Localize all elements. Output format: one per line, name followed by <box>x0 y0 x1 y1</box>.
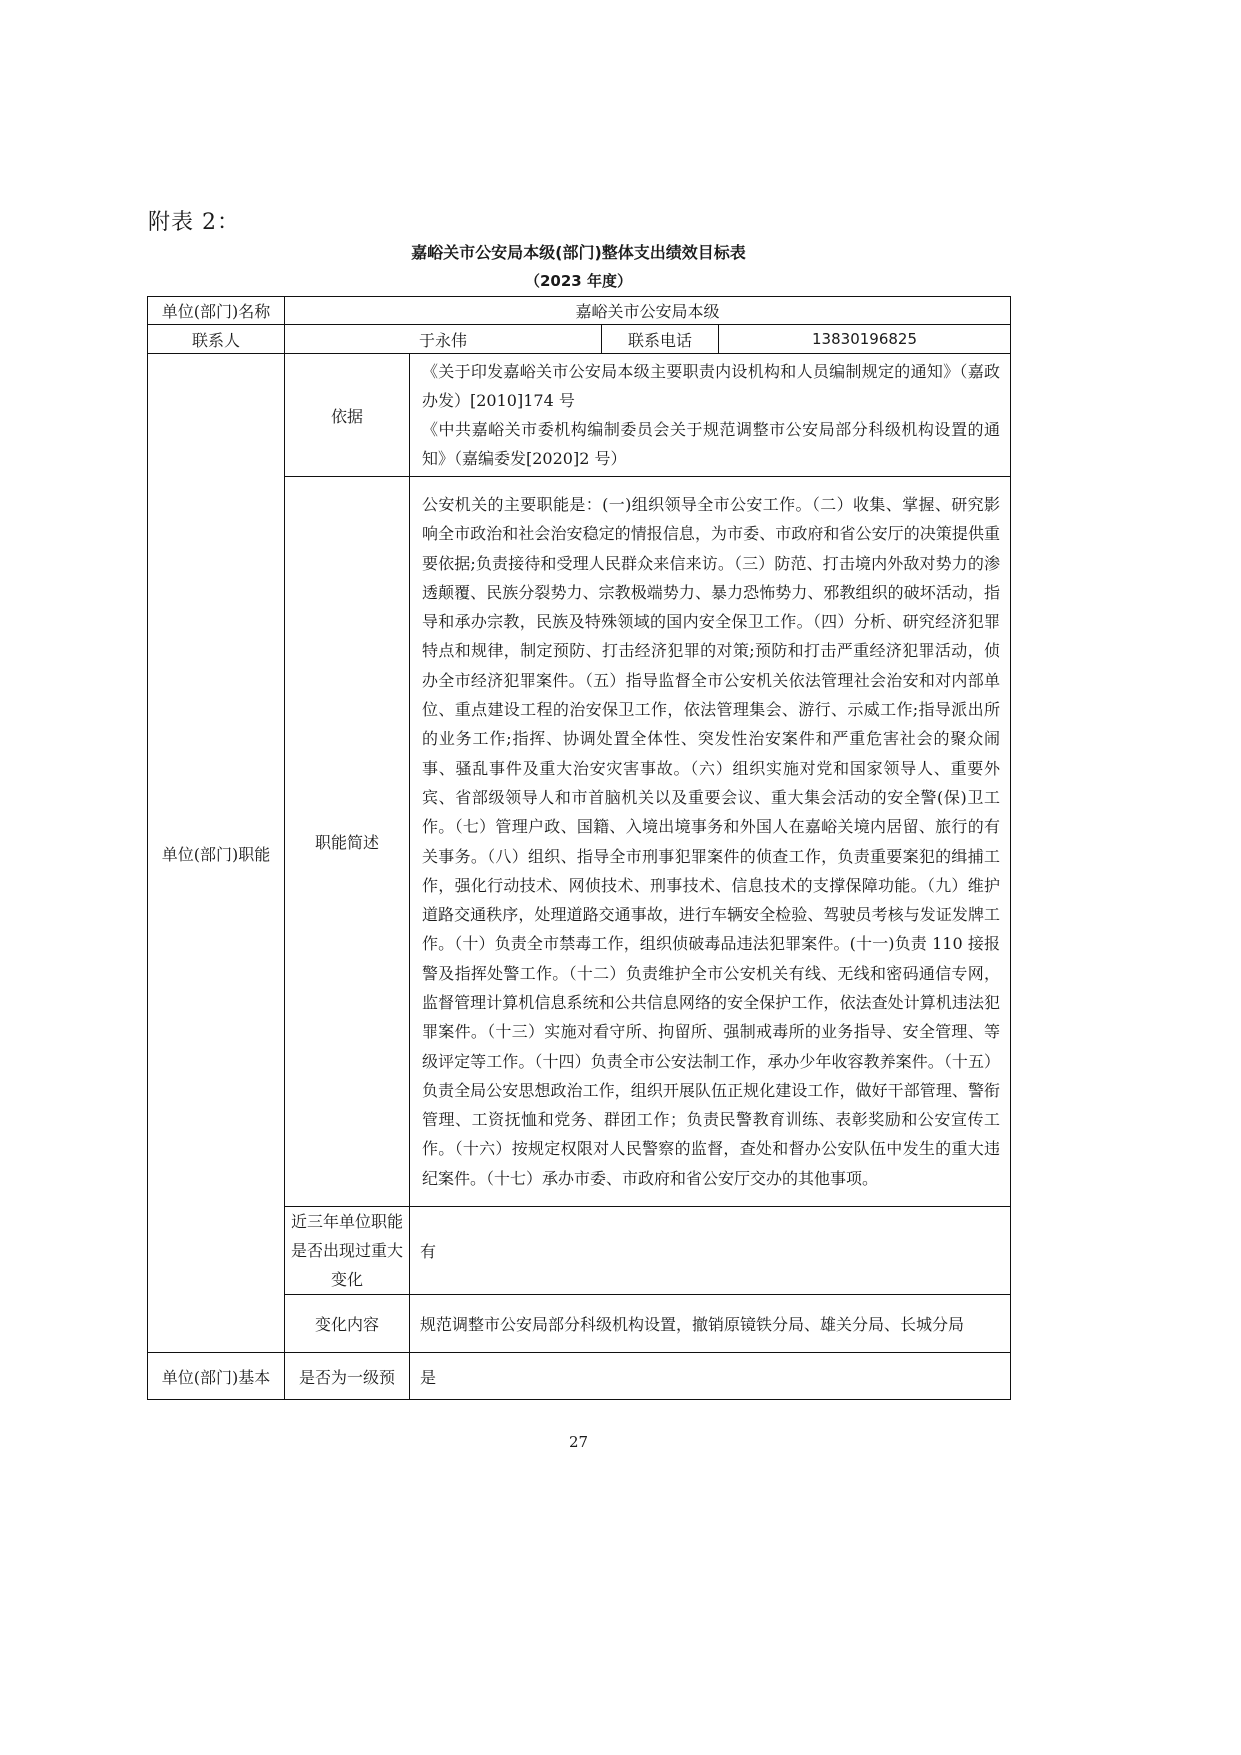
table-row-unit-name <box>148 297 1011 325</box>
document-subtitle: （2023 年度） <box>525 272 632 290</box>
contact-label: 联系人 <box>148 325 285 354</box>
phone-label: 联系电话 <box>602 325 719 354</box>
document-title: 嘉峪关市公安局本级(部门)整体支出绩效目标表 <box>411 243 746 262</box>
summary-text: 公安机关的主要职能是：(一)组织领导全市公安工作。（二）收集、掌握、研究影响全市政治和社会治安稳定的情报信息，为市委、市政府和省公安厅的决策提供重要依据;负责接待和受理人民群众来信来访。（三）防范、打击境内外敌对势力的渗透颠覆、民族分裂势力、宗教极端势力、暴力恐怖势力、邪教组织的破坏活动，指导和承办宗教，民族及特殊领域的国内安全保卫工作。（四）分析、研究经济犯罪特点和规律，制定预防、打击经济犯罪的对策;预防和打击严重经济犯罪活动，侦办全市经济犯罪案件。（五）指导监督全市公安机关依法管理社会治安和对内部单位、重点建设工程的治安保卫工作，依法管理集会、游行、示威工作;指导派出所的业务工作;指挥、协调处置全体性、突发性治安案件和严重危害社会的聚众闹事、骚乱事件及重大治安灾害事故。（六）组织实施对党和国家领导人、重要外宾、省部级领导人和市首脑机关以及重要会议、重大集会活动的安全警(保)卫工作。（七）管理户政、国籍、入境出境事务和外国人在嘉峪关境内居留、旅行的有关事务。（八）组织、指导全市刑事犯罪案件的侦查工作，负责重要案犯的缉捕工作，强化行动技术、网侦技术、刑事技术、信息技术的支撑保障功能。（九）维护道路交通秩序，处理道路交通事故，进行车辆安全检验、驾驶员考核与发证发牌工作。（十）负责全市禁毒工作，组织侦破毒品违法犯罪案件。(十一)负责 110 接报警及指挥处警工作。（十二）负责维护全市公安机关有线、无线和密码通信专网，监督管理计算机信息系统和公共信息网络的安全保护工作，依法查处计算机违法犯罪案件。（十三）实施对看守所、拘留所、强制戒毒所的业务指导、安全管理、等级评定等工作。（十四）负责全市公安法制工作，承办少年收容教养案件。（十五）负责全局公安思想政治工作，组织开展队伍正规化建设工作，做好干部管理、警衔管理、工资抚恤和党务、群团工作；负责民警教育训练、表彰奖励和公安宣传工作。（十六）按规定权限对人民警察的监督，查处和督办公安队伍中发生的重大违纪案件。（十七）承办市委、市政府和省公安厅交办的其他事项。 <box>410 477 1011 1207</box>
change-content-label: 变化内容 <box>285 1295 410 1353</box>
performance-target-table <box>147 296 1011 1400</box>
basis-content <box>410 354 1011 477</box>
table-row-basic-info <box>148 1353 1011 1400</box>
table-row-contact <box>148 325 1011 354</box>
change-question-value: 有 <box>410 1207 1011 1295</box>
change-question-label: 近三年单位职能是否出现过重大变化 <box>285 1207 410 1295</box>
phone-value: 13830196825 <box>719 325 1011 354</box>
summary-label: 职能简述 <box>285 477 410 1207</box>
annex-label: 附表 2： <box>148 210 240 235</box>
contact-value: 于永伟 <box>285 325 602 354</box>
basis-item: 《关于印发嘉峪关市公安局本级主要职责内设机构和人员编制规定的通知》（嘉政办发）[2010]174 号 <box>422 362 1001 410</box>
basis-label: 依据 <box>285 354 410 477</box>
basis-item: 《中共嘉峪关市委机构编制委员会关于规范调整市公安局部分科级机构设置的通知》（嘉编委发[2020]2 号） <box>422 420 1001 468</box>
unit-name-value: 嘉峪关市公安局本级 <box>285 297 1011 325</box>
change-content-value: 规范调整市公安局部分科级机构设置，撤销原镜铁分局、雄关分局、长城分局 <box>410 1295 1011 1353</box>
unit-name-label: 单位(部门)名称 <box>148 297 285 325</box>
basic-label: 单位(部门)基本 <box>148 1353 285 1400</box>
page-number: 27 <box>568 1433 589 1451</box>
first-level-value: 是 <box>410 1353 1011 1400</box>
first-level-label: 是否为一级预 <box>285 1353 410 1400</box>
function-label: 单位(部门)职能 <box>148 354 285 1353</box>
table-row-basis <box>148 354 1011 477</box>
